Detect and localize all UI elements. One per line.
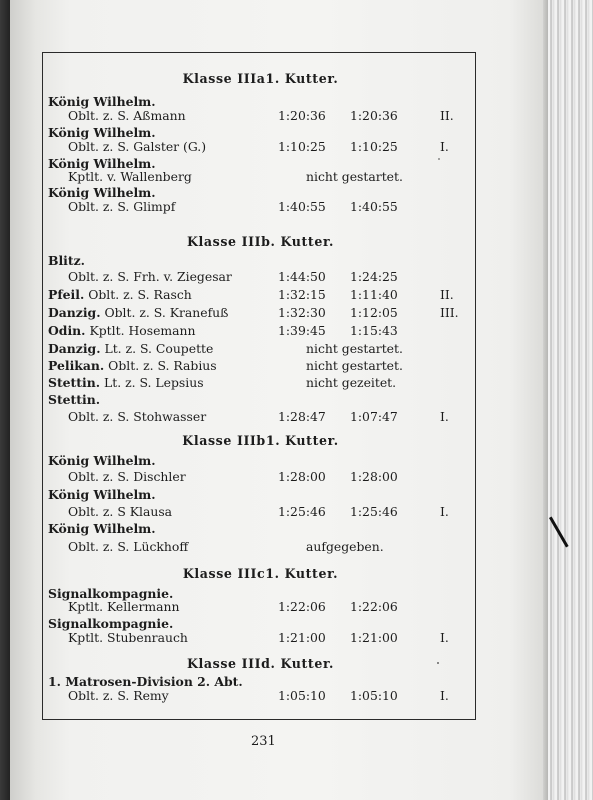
corrected-time: 1:05:10 — [350, 688, 398, 703]
helmsman-name: Lt. z. S. Lepsius — [103, 375, 204, 390]
boat-name: König Wilhelm. — [48, 185, 156, 200]
boat-name: Signalkompagnie. — [48, 586, 174, 601]
result-row — [48, 598, 473, 616]
corrected-time: 1:20:36 — [350, 108, 398, 123]
result-row — [48, 286, 473, 304]
placing: III. — [440, 305, 459, 320]
helmsman-name: Lt. z. S. Coupette — [104, 341, 214, 356]
elapsed-time: 1:28:47 — [278, 409, 326, 424]
elapsed-time: 1:40:55 — [278, 199, 326, 214]
section-heading-iiid: Klasse IIId. Kutter. — [186, 656, 335, 671]
elapsed-time: 1:21:00 — [278, 630, 326, 645]
helmsman-name: Kptlt. Kellermann — [68, 599, 180, 614]
boat-name: König Wilhelm. — [48, 156, 156, 171]
corrected-time: 1:10:25 — [350, 139, 398, 154]
result-row — [48, 538, 473, 556]
boat-name: König Wilhelm. — [48, 487, 156, 502]
section-heading-iiic1: Klasse IIIc1. Kutter. — [182, 566, 339, 581]
page-stack-edge — [548, 0, 593, 800]
helmsman-name: Oblt. z. S. Rasch — [88, 287, 192, 302]
corrected-time: 1:24:25 — [350, 269, 398, 284]
elapsed-time: 1:32:30 — [278, 305, 326, 320]
placing: I. — [440, 409, 449, 424]
helmsman-name: Oblt. z. S. Glimpf — [68, 199, 176, 214]
elapsed-time: 1:22:06 — [278, 599, 326, 614]
result-row — [48, 468, 473, 486]
helmsman-name: Oblt. z. S. Stohwasser — [68, 409, 207, 424]
helmsman-name: Oblt. z. S Klausa — [68, 504, 173, 519]
placing: II. — [440, 108, 454, 123]
elapsed-time: 1:39:45 — [278, 323, 326, 338]
helmsman-name: Oblt. z. S. Aßmann — [68, 108, 186, 123]
boat-name: Stettin. — [48, 375, 101, 390]
placing: II. — [440, 287, 454, 302]
corrected-time: 1:28:00 — [350, 469, 398, 484]
paper-speck — [437, 662, 439, 664]
corrected-time: 1:12:05 — [350, 305, 398, 320]
elapsed-time: 1:44:50 — [278, 269, 326, 284]
result-row — [48, 198, 473, 216]
results-table — [48, 64, 473, 714]
result-row — [48, 304, 473, 322]
boat-name: Pelikan. — [48, 358, 105, 373]
placing: I. — [440, 688, 449, 703]
helmsman-name: Kptlt. v. Wallenberg — [68, 169, 192, 184]
boat-name: Danzig. — [48, 305, 101, 320]
section-heading-iiib: Klasse IIIb. Kutter. — [186, 234, 335, 249]
boat-name: 1. Matrosen-Division 2. Abt. — [48, 674, 243, 689]
boat-name: Blitz. — [48, 253, 85, 268]
placing: I. — [440, 630, 449, 645]
result-row — [48, 322, 473, 340]
result-row — [48, 408, 473, 426]
status-note: aufgegeben. — [306, 539, 384, 554]
helmsman-name: Oblt. z. S. Galster (G.) — [68, 139, 207, 154]
corrected-time: 1:22:06 — [350, 599, 398, 614]
corrected-time: 1:25:46 — [350, 504, 398, 519]
placing: I. — [440, 504, 449, 519]
corrected-time: 1:40:55 — [350, 199, 398, 214]
helmsman-name: Kptlt. Hosemann — [89, 323, 196, 338]
helmsman-name: Kptlt. Stubenrauch — [68, 630, 188, 645]
helmsman-name: Oblt. z. S. Remy — [68, 688, 169, 703]
helmsman-name: Oblt. z. S. Kranefuß — [104, 305, 229, 320]
elapsed-time: 1:28:00 — [278, 469, 326, 484]
elapsed-time: 1:25:46 — [278, 504, 326, 519]
boat-name: König Wilhelm. — [48, 125, 156, 140]
boat-name: Pfeil. — [48, 287, 85, 302]
paper-speck — [438, 158, 440, 160]
boat-name: Danzig. — [48, 341, 101, 356]
helmsman-name: Oblt. z. S. Frh. v. Ziegesar — [68, 269, 232, 284]
corrected-time: 1:21:00 — [350, 630, 398, 645]
helmsman-name: Oblt. z. S. Dischler — [68, 469, 186, 484]
result-row — [48, 268, 473, 286]
boat-name: König Wilhelm. — [48, 453, 156, 468]
corrected-time: 1:07:47 — [350, 409, 398, 424]
result-row — [48, 357, 473, 375]
corrected-time: 1:15:43 — [350, 323, 398, 338]
result-row — [48, 138, 473, 156]
result-row — [48, 107, 473, 125]
elapsed-time: 1:05:10 — [278, 688, 326, 703]
section-heading-iiia1: Klasse IIIa1. Kutter. — [182, 71, 339, 86]
result-row — [48, 629, 473, 647]
corrected-time: 1:11:40 — [350, 287, 398, 302]
elapsed-time: 1:32:15 — [278, 287, 326, 302]
boat-name: König Wilhelm. — [48, 521, 156, 536]
boat-name: Stettin. — [48, 392, 101, 407]
status-note: nicht gestartet. — [306, 358, 403, 373]
section-heading-iiib1: Klasse IIIb1. Kutter. — [182, 433, 339, 448]
boat-name: Odin. — [48, 323, 86, 338]
result-row — [48, 340, 473, 358]
elapsed-time: 1:10:25 — [278, 139, 326, 154]
result-row — [48, 687, 473, 705]
placing: I. — [440, 139, 449, 154]
helmsman-name: Oblt. z. S. Lückhoff — [68, 539, 189, 554]
page-number: 231 — [251, 734, 276, 749]
status-note: nicht gestartet. — [306, 341, 403, 356]
boat-name: Signalkompagnie. — [48, 616, 174, 631]
status-note: nicht gestartet. — [306, 169, 403, 184]
elapsed-time: 1:20:36 — [278, 108, 326, 123]
result-row — [48, 374, 473, 392]
result-row — [48, 503, 473, 521]
status-note: nicht gezeitet. — [306, 375, 397, 390]
helmsman-name: Oblt. z. S. Rabius — [108, 358, 217, 373]
boat-name: König Wilhelm. — [48, 94, 156, 109]
